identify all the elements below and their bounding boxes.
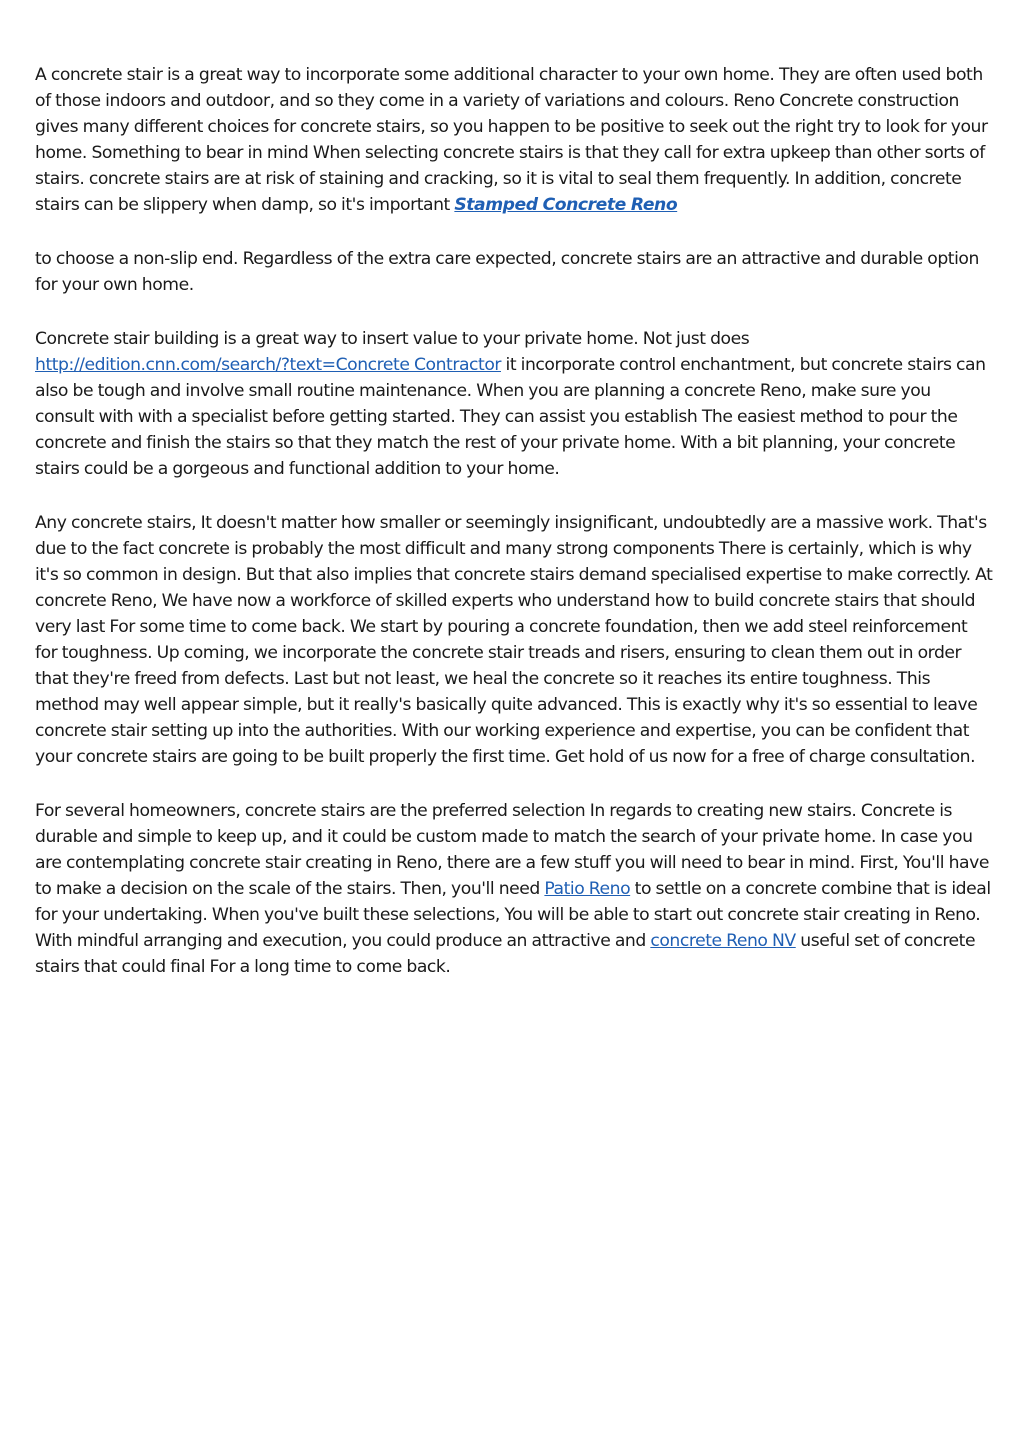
paragraph-3-text-after: it incorporate control enchantment, but concrete stairs can also be tough and involve small routine maintenance. When you are planning a concrete Reno, make sure you consult with with a specialist before getting started. They can assist you establish The easiest method to pour the concrete and finish the stairs so that they match the rest of your private home. With a bit planning, your concrete stairs could be a gorgeous and functional addition to your home.	[35, 355, 986, 479]
paragraph-1-text: A concrete stair is a great way to incorporate some additional character to your own home. They are often used both of those indoors and outdoor, and so they come in a variety of variations and colours. Reno Concrete construction gives many different choices for concrete stairs, so you happen to be positive to seek out the right try to look for your home. Something to bear in mind When selecting concrete stairs is that they call for extra upkeep than other sorts of stairs. concrete stairs are at risk of staining and cracking, so it is vital to seal them frequently. In addition, concrete stairs can be slippery when damp, so it's important	[35, 65, 988, 215]
patio-reno-link[interactable]: Patio Reno	[544, 879, 631, 899]
cnn-search-link[interactable]: http://edition.cnn.com/search/?text=Concrete Contractor	[35, 355, 501, 375]
paragraph-2	[35, 246, 993, 298]
paragraph-5	[35, 798, 993, 980]
paragraph-3-text-before: Concrete stair building is a great way to insert value to your private home. Not just does	[35, 329, 750, 349]
concrete-reno-nv-link[interactable]: concrete Reno NV	[650, 931, 796, 951]
paragraph-4-text: Any concrete stairs, It doesn't matter how smaller or seemingly insignificant, undoubtedly are a massive work. That's due to the fact concrete is probably the most difficult and many strong components There is certainly, which is why it's so common in design. But that also implies that concrete stairs demand specialised expertise to make correctly. At concrete Reno, We have now a workforce of skilled experts who understand how to build concrete stairs that should very last For some time to come back. We start by pouring a concrete foundation, then we add steel reinforcement for toughness. Up coming, we incorporate the concrete stair treads and risers, ensuring to clean them out in order that they're freed from defects. Last but not least, we heal the concrete so it reaches its entire toughness. This method may well appear simple, but it really's basically quite advanced. This is exactly why it's so essential to leave concrete stair setting up into the authorities. With our working experience and expertise, you can be confident that your concrete stairs are going to be built properly the first time. Get hold of us now for a free of charge consultation.	[35, 513, 993, 767]
paragraph-4	[35, 510, 993, 770]
paragraph-3	[35, 326, 993, 482]
paragraph-5-text-after: useful set of concrete stairs that could final For a long time to come back.	[35, 931, 976, 977]
paragraph-5-text-middle: to settle on a concrete combine that is ideal for your undertaking. When you've built these selections, You will be able to start out concrete stair creating in Reno. With mindful arranging and execution, you could produce an attractive and	[35, 879, 991, 951]
document-body	[35, 62, 993, 1008]
stamped-concrete-reno-link[interactable]: Stamped Concrete Reno	[454, 195, 678, 215]
paragraph-5-text-before: For several homeowners, concrete stairs are the preferred selection In regards to creating new stairs. Concrete is durable and simple to keep up, and it could be custom made to match the search of your private home. In case you are contemplating concrete stair creating in Reno, there are a few stuff you will need to bear in mind. First, You'll have to make a decision on the scale of the stairs. Then, you'll need	[35, 801, 989, 899]
paragraph-2-text: to choose a non-slip end. Regardless of the extra care expected, concrete stairs are an attractive and durable option for your own home.	[35, 249, 979, 295]
paragraph-1	[35, 62, 993, 218]
